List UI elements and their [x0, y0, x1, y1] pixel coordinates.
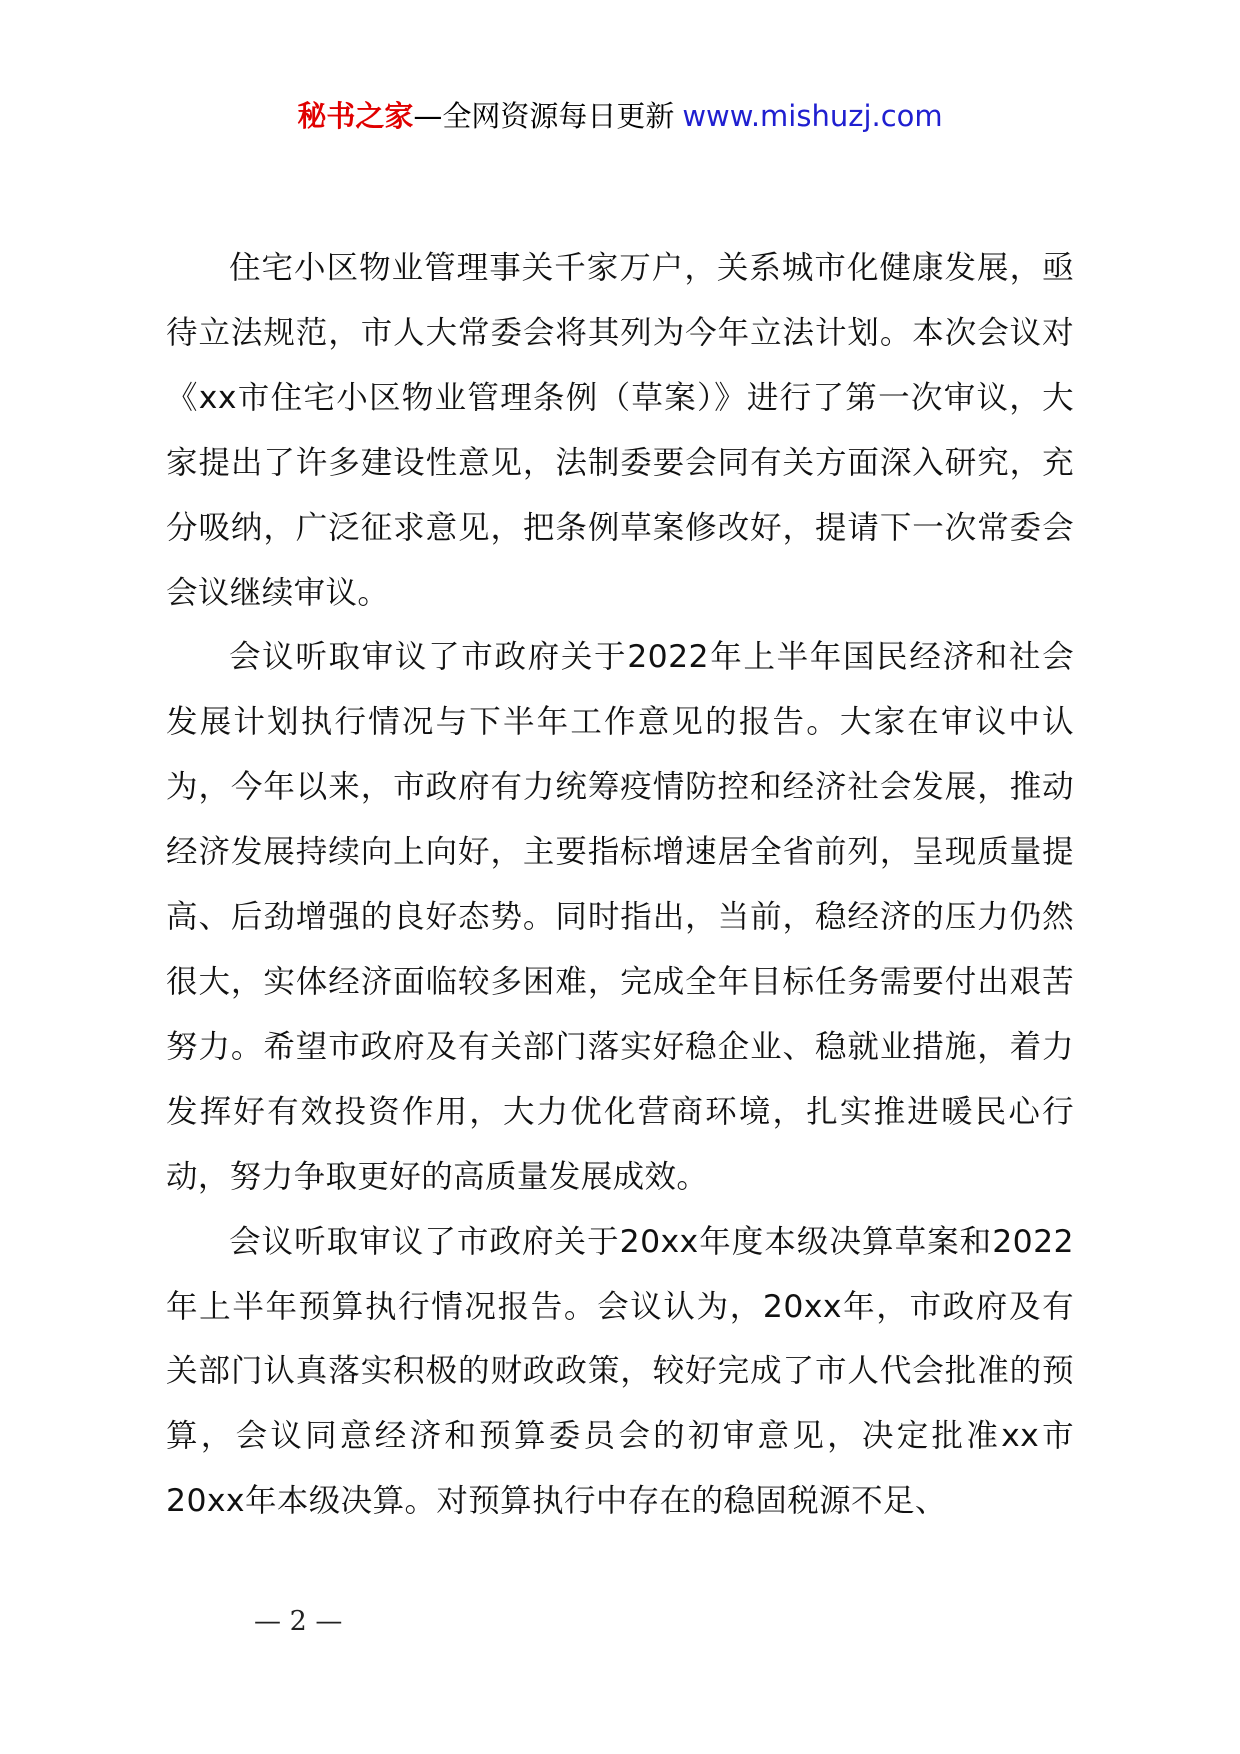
document-body	[166, 236, 1074, 1534]
page-number: — 2 —	[254, 1606, 343, 1637]
site-header	[0, 96, 1240, 136]
paragraph-property-regulation: 住宅小区物业管理事关千家万户，关系城市化健康发展，亟待立法规范，市人大常委会将其列为今年立法计划。本次会议对《xx市住宅小区物业管理条例（草案）》进行了第一次审议，大家提出了许多建设性意见，法制委要会同有关方面深入研究，充分吸纳，广泛征求意见，把条例草案修改好，提请下一次常委会会议继续审议。	[166, 250, 1074, 611]
header-tagline: —全网资源每日更新	[413, 99, 675, 133]
paragraph-budget-report: 会议听取审议了市政府关于20xx年度本级决算草案和2022年上半年预算执行情况报告。会议认为，20xx年，市政府及有关部门认真落实积极的财政政策，较好完成了市人代会批准的预算，会议同意经济和预算委员会的初审意见，决定批准xx市20xx年本级决算。对预算执行中存在的稳固税源不足、	[166, 1223, 1074, 1520]
site-url-link[interactable]: www.mishuzj.com	[682, 99, 943, 133]
paragraph-economic-report: 会议听取审议了市政府关于2022年上半年国民经济和社会发展计划执行情况与下半年工作意见的报告。大家在审议中认为，今年以来，市政府有力统筹疫情防控和经济社会发展，推动经济发展持续向上向好，主要指标增速居全省前列，呈现质量提高、后劲增强的良好态势。同时指出，当前，稳经济的压力仍然很大，实体经济面临较多困难，完成全年目标任务需要付出艰苦努力。希望市政府及有关部门落实好稳企业、稳就业措施，着力发挥好有效投资作用，大力优化营商环境，扎实推进暖民心行动，努力争取更好的高质量发展成效。	[166, 639, 1074, 1195]
brand-name: 秘书之家	[297, 99, 414, 133]
